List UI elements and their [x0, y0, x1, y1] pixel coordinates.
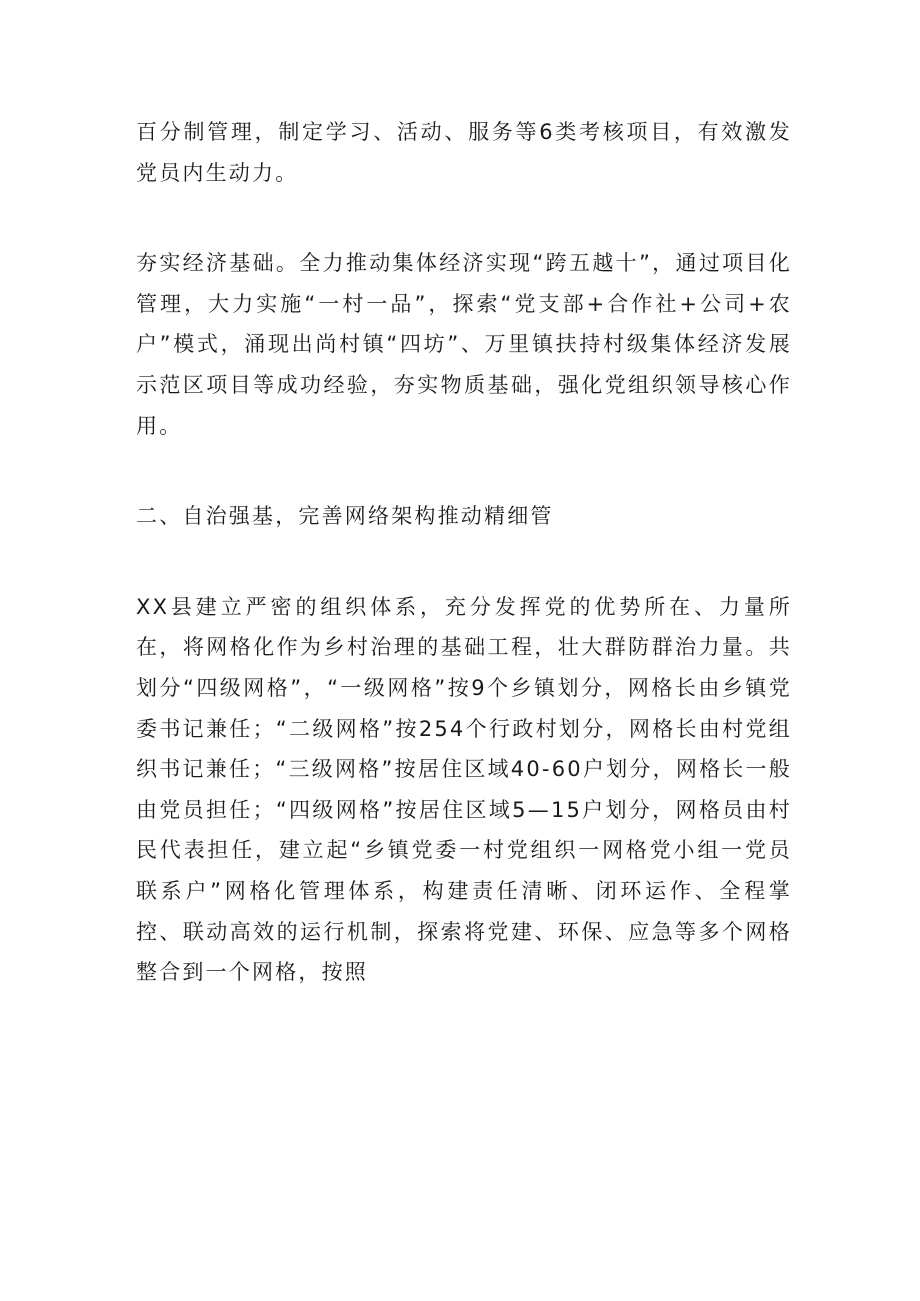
- paragraph-party-member-assessment: 百分制管理，制定学习、活动、服务等6类考核项目，有效激发党员内生动力。: [136, 120, 792, 185]
- paragraph-economic-foundation: 夯实经济基础。全力推动集体经济实现“跨五越十”，通过项目化管理，大力实施“一村一品”，探索“党支部+合作社+公司+农户”模式，涌现出尚村镇“四坊”、万里镇扶持村级集体经济发展示范区项目等成功经验，夯实物质基础，强化党组织领导核心作用。: [136, 251, 792, 438]
- section-heading-self-governance: 二、自治强基，完善网络架构推动精细管: [136, 504, 554, 529]
- paragraph-grid-management: XX县建立严密的组织体系，充分发挥党的优势所在、力量所在，将网格化作为乡村治理的基础工程，壮大群防群治力量。共划分“四级网格”，“一级网格”按9个乡镇划分，网格长由乡镇党委书记兼任；“二级网格”按254个行政村划分，网格长由村党组织书记兼任；“三级网格”按居住区域40-60户划分，网格长一般由党员担任；“四级网格”按居住区域5—15户划分，网格员由村民代表担任，建立起“乡镇党委一村党组织一网格党小组一党员联系户”网格化管理体系，构建责任清晰、闭环运作、全程掌控、联动高效的运行机制，探索将党建、环保、应急等多个网格整合到一个网格，按照: [136, 594, 792, 985]
- document-body: [136, 112, 792, 993]
